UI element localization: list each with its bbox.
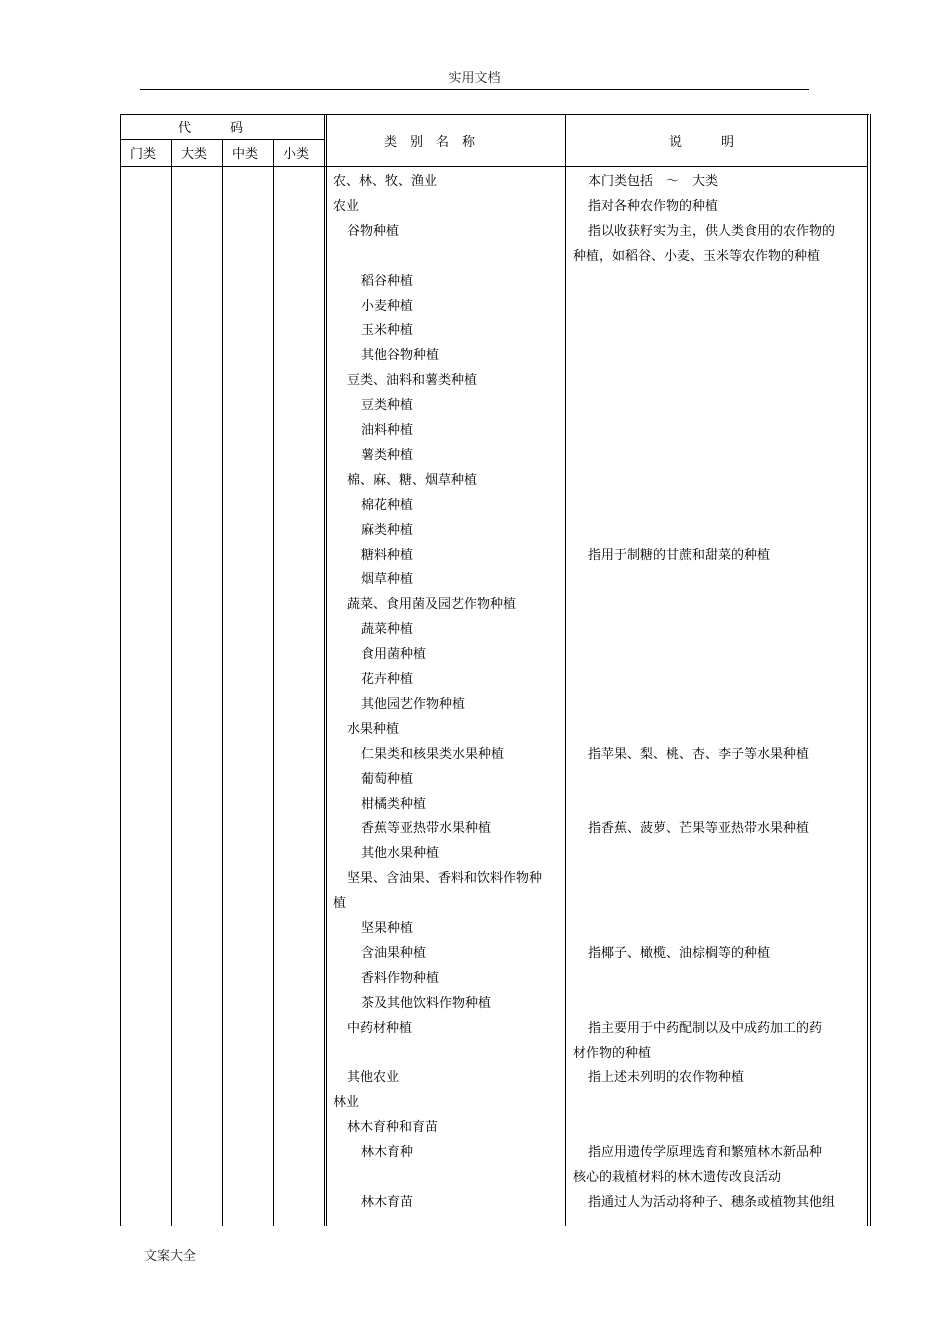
row-name: 食用菌种植 (361, 647, 427, 663)
row-description: 材作物的种植 (573, 1045, 652, 1061)
code-col-header-xiaolei: 小类 (283, 147, 310, 162)
code-col-header-mennlei: 门类 (130, 147, 157, 162)
row-name: 烟草种植 (361, 572, 414, 588)
row-name: 谷物种植 (347, 223, 400, 239)
code-col-line-2 (222, 139, 223, 1226)
row-name: 蔬菜、食用菌及园艺作物种植 (347, 597, 517, 613)
row-name: 茶及其他饮料作物种植 (361, 995, 492, 1011)
row-description: 种植，如稻谷、小麦、玉米等农作物的种植 (573, 248, 821, 264)
row-name: 香料作物种植 (361, 970, 440, 986)
row-name: 仁果类和核果类水果种植 (361, 746, 505, 762)
row-description: 核心的栽植材料的林木遗传改良活动 (573, 1170, 782, 1185)
row-name: 油料种植 (361, 423, 414, 438)
row-name: 其他水果种植 (361, 846, 440, 862)
table-right-border (867, 114, 868, 1226)
row-name: 林木育种 (361, 1145, 414, 1161)
row-description: 指以收获籽实为主，供人类食用的农作物的 (588, 223, 836, 239)
code-col-line-1 (171, 139, 172, 1226)
row-name: 林木育苗 (361, 1194, 414, 1210)
row-description: 指椰子、橄榄、油棕榈等的种植 (588, 945, 771, 961)
row-description: 指苹果、梨、桃、杏、李子等水果种植 (588, 746, 810, 762)
row-description: 指主要用于中药配制以及中成药加工的药 (588, 1020, 823, 1036)
row-name: 其他农业 (347, 1070, 400, 1086)
code-col-header-dalei: 大类 (181, 147, 208, 162)
row-name: 其他谷物种植 (361, 348, 440, 364)
desc-column-header: 说 明 (669, 135, 735, 150)
row-name: 玉米种植 (361, 323, 414, 339)
row-name: 花卉种植 (361, 672, 414, 687)
row-name: 坚果、含油果、香料和饮料作物种 (347, 871, 543, 887)
row-name: 林木育种和育苗 (347, 1120, 439, 1136)
table-top-border (120, 114, 869, 115)
row-description: 指香蕉、菠萝、芒果等亚热带水果种植 (588, 821, 810, 837)
row-name: 豆类种植 (361, 398, 414, 414)
name-column-header: 类 别 名 称 (384, 135, 476, 150)
row-name: 棉花种植 (361, 497, 414, 513)
row-name: 其他园艺作物种植 (361, 696, 466, 712)
page-header: 实用文档 (140, 70, 809, 90)
row-name: 含油果种植 (361, 945, 427, 961)
code-name-separator (324, 114, 325, 1226)
row-name: 中药材种植 (347, 1020, 413, 1036)
row-name: 柑橘类种植 (361, 796, 427, 812)
row-name: 小麦种植 (361, 298, 414, 314)
table-left-border (120, 114, 121, 1226)
row-name: 稻谷种植 (361, 273, 414, 289)
row-description: 指对各种农作物的种植 (588, 198, 719, 214)
code-col-header-zhonglei: 中类 (232, 147, 259, 162)
page-footer: 文案大全 (144, 1249, 197, 1264)
row-name: 豆类、油料和薯类种植 (347, 373, 478, 389)
row-description: 指用于制糖的甘蔗和甜菜的种植 (588, 547, 771, 563)
row-name: 水果种植 (347, 721, 400, 737)
name-desc-separator (565, 114, 566, 1226)
row-name: 麻类种植 (361, 522, 414, 538)
row-name: 葡萄种植 (361, 771, 414, 787)
table-right-border-outer (870, 114, 871, 1226)
row-description: 本门类包括 ～ 大类 (588, 174, 719, 189)
row-name: 坚果种植 (361, 921, 414, 936)
code-group-label: 代 码 (178, 121, 244, 136)
row-name: 林业 (333, 1095, 360, 1111)
classification-table (120, 114, 871, 1226)
code-name-separator-inner (326, 114, 327, 1226)
header-bottom-border (120, 166, 868, 167)
row-description: 指上述未列明的农作物种植 (588, 1070, 745, 1086)
row-description: 指应用遗传学原理选育和繁殖林木新品种 (588, 1145, 823, 1161)
row-name: 香蕉等亚热带水果种植 (361, 821, 492, 837)
code-col-line-3 (273, 139, 274, 1226)
row-name: 糖料种植 (361, 547, 414, 563)
row-name: 薯类种植 (361, 447, 414, 463)
row-name: 蔬菜种植 (361, 622, 414, 638)
row-name: 农业 (333, 198, 360, 214)
row-description: 指通过人为活动将种子、穗条或植物其他组 (588, 1194, 836, 1210)
row-name: 棉、麻、糖、烟草种植 (347, 472, 478, 488)
row-name: 植 (333, 896, 347, 912)
row-name: 农、林、牧、渔业 (333, 174, 438, 189)
